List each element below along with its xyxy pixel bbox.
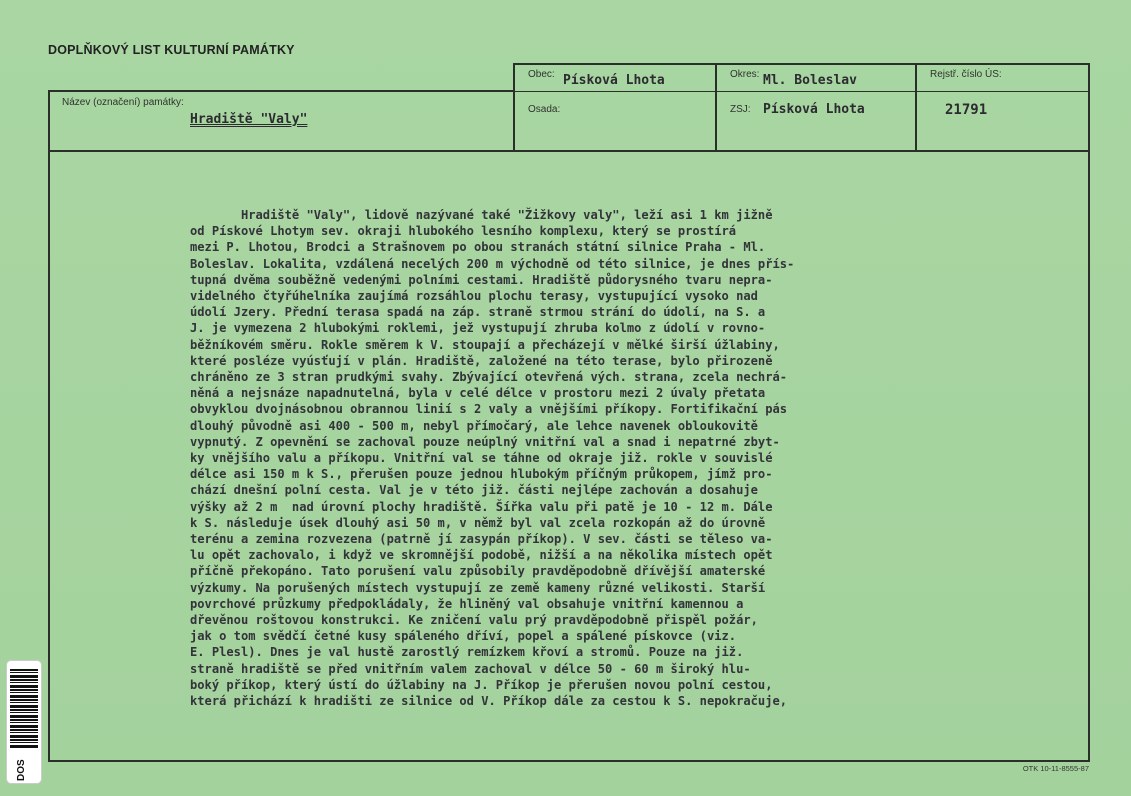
description-line: mezi P. Lhotou, Brodci a Strašnovem po obou stranách státní silnice Praha - Ml. — [190, 240, 766, 255]
obec-osada-divider — [513, 91, 1090, 92]
description-line: vypnutý. Z opevnění se zachoval pouze neúplný vnitřní val a snad i nepatrné zbyt- — [190, 434, 780, 449]
description-line: k S. následuje úsek dlouhý asi 50 m, v němž byl val zcela rozkopán až do úrovně — [190, 515, 766, 530]
description-line: od Pískové Lhotym sev. okraji hlubokého lesního komplexu, který se prostírá — [190, 224, 737, 239]
description-line: které posléze vyúsťují v plán. Hradiště, založené na této terase, bylo přirozeně — [190, 353, 773, 368]
description-line: J. je vymezena 2 hlubokými roklemi, jež vystupují zhruba kolmo z údolí v rovno- — [190, 321, 766, 336]
description-line: terénu a zemina rozvezena (patrně jí zasypán příkop). V sev. části se těleso va- — [190, 532, 773, 547]
description-line: délce asi 150 m k S., přerušen pouze jednou hlubokým příčným průkopem, jímž pro- — [190, 467, 773, 482]
monument-description — [190, 207, 980, 709]
description-line: ky vnějšího valu a příkopu. Vnitřní val se táhne od okraje již. rokle v souvislé — [190, 451, 773, 466]
barcode-bars — [10, 669, 38, 749]
obec-value: Písková Lhota — [563, 73, 665, 88]
description-line: Hradiště "Valy", lidově nazývané také "Žižkovy valy", leží asi 1 km jižně — [190, 208, 773, 222]
barcode-code: DOS — [16, 759, 27, 781]
header-top-rule — [513, 63, 1090, 65]
description-line: něná a nejsnáze napadnutelná, byla v celé délce v prostoru mezi 2 úvaly přetata — [190, 386, 766, 401]
description-line: dlouhý původně asi 400 - 500 m, nebyl přímočarý, ale lehce navenek obloukovitě — [190, 418, 758, 433]
description-line: straně hradiště se před vnitřním valem zachoval v délce 50 - 60 m široký hlu- — [190, 661, 751, 676]
zsj-value: Písková Lhota — [763, 102, 865, 117]
okres-value: Ml. Boleslav — [763, 73, 857, 88]
description-line: boký příkop, který ústí do úžlabiny na J. Příkop je přerušen novou polní cestou, — [190, 677, 773, 692]
zsj-label: ZSJ: — [730, 104, 751, 115]
description-line: E. Plesl). Dnes je val hustě zarostlý remízkem křoví a stromů. Pouze na již. — [190, 645, 744, 660]
form-title: DOPLŇKOVÝ LIST KULTURNÍ PAMÁTKY — [48, 43, 295, 57]
description-line: videlného čtyřúhelníka zaujímá rozsáhlou plochu terasy, vystupující vysoko nad — [190, 289, 758, 304]
osada-label: Osada: — [528, 104, 561, 115]
description-line: lu opět zachovalo, i když ve skromnější podobě, nižší a na několika místech opět — [190, 548, 773, 563]
description-line: která přichází k hradišti ze silnice od V. Příkop dále za cestou k S. nepokračuje, — [190, 694, 788, 709]
right-frame-rule — [1088, 63, 1090, 762]
description-line: údolí Jzery. Přední terasa spadá na záp. straně strmou strání do údolí, na S. a — [190, 305, 766, 320]
rejstr-value: 21791 — [945, 102, 988, 118]
col-divider-1 — [513, 63, 515, 151]
description-line: chází dnešní polní cesta. Val je v této již. části nejlépe zachován a dosahuje — [190, 483, 758, 498]
description-line: Boleslav. Lokalita, vzdálená necelých 200 m východně od této silnice, je dnes přís- — [190, 256, 795, 271]
form-print-code: OTK 10-11-8555-87 — [1022, 764, 1089, 773]
okres-label: Okres: — [730, 69, 760, 80]
description-line: dřevěnou roštovou konstrukci. Ke zničení valu prý pravděpodobně přispěl požár, — [190, 613, 758, 628]
obec-label: Obec: — [528, 69, 555, 80]
description-line: chráněno ze 3 stran prudkými svahy. Zbývající otevřená vých. strana, zcela nechrá- — [190, 370, 788, 385]
description-line: příčně překopáno. Tato porušení valu způsobily pravděpodobně dřívější amaterské — [190, 564, 766, 579]
nazev-value: Hradiště "Valy" — [190, 112, 308, 127]
description-line: obvyklou dvojnásobnou obrannou linií s 2 valy a vnějšími příkopy. Fortifikační pás — [190, 402, 788, 417]
description-line: povrchové průzkumy předpokládaly, že hliněný val obsahuje vnitřní kamennou a — [190, 596, 744, 611]
description-line: jak o tom svědčí četné kusy spáleného dříví, popel a spálené pískovce (viz. — [190, 629, 737, 644]
description-line: výšky až 2 m nad úrovní plochy hradiště. Šířka valu při patě je 10 - 12 m. Dále — [190, 499, 773, 514]
description-line: výzkumy. Na porušených místech vystupují ze země kameny různé velikosti. Starší — [190, 580, 766, 595]
rejstr-label: Rejstř. číslo ÚS: — [930, 69, 1002, 80]
nazev-label: Název (označení) památky: — [62, 97, 184, 108]
left-frame-rule — [48, 90, 50, 762]
header-bottom-rule — [48, 150, 1090, 152]
description-line: běžníkovém směru. Rokle směrem k V. stoupají a přecházejí v mělké širší úžlabiny, — [190, 337, 780, 352]
description-line: tupná dvěma souběžně vedenými polními cestami. Hradiště půdorysného tvaru nepra- — [190, 272, 773, 287]
col-divider-2 — [715, 63, 717, 151]
barcode-label — [6, 660, 42, 784]
bottom-frame-rule — [48, 760, 1090, 762]
col-divider-3 — [915, 63, 917, 151]
name-top-rule — [48, 90, 515, 92]
